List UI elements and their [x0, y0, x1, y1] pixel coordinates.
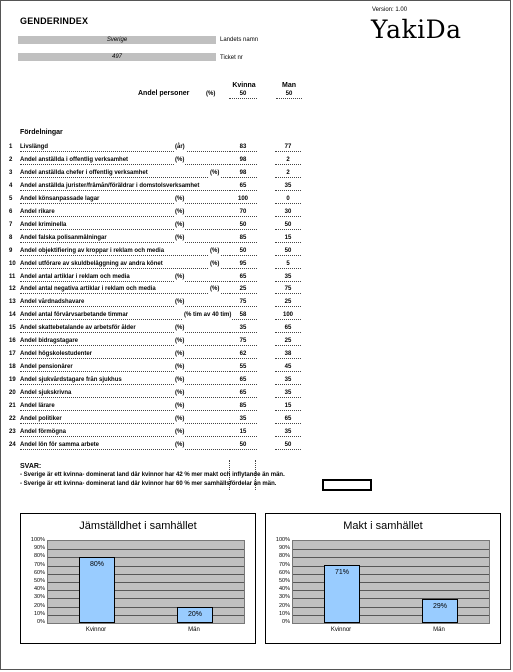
country-field[interactable]: Sverige [18, 36, 216, 44]
row-label: Andel sjukskrivna [20, 389, 228, 398]
gridline [48, 582, 244, 583]
row-women-value[interactable]: 35 [229, 324, 257, 333]
table-row [9, 441, 309, 450]
row-unit: (%) [175, 377, 185, 384]
table-row [9, 208, 309, 217]
row-women-value[interactable]: 83 [229, 143, 257, 152]
table-row [9, 324, 309, 333]
row-label: Andel lärare [20, 402, 228, 411]
share-persons-men[interactable]: 50 [276, 90, 302, 99]
row-unit: (%) [210, 247, 220, 254]
row-women-value[interactable]: 100 [229, 195, 257, 204]
gridline [293, 607, 489, 608]
table-row [9, 285, 309, 294]
row-men-value[interactable]: 50 [275, 441, 301, 450]
y-tick-label: 100% [275, 537, 290, 543]
row-label: Andel förmögna [20, 428, 228, 437]
gridline [293, 549, 489, 550]
row-label: Andel politiker [20, 415, 228, 424]
row-women-value[interactable]: 65 [229, 273, 257, 282]
table-row [9, 143, 309, 152]
row-men-value[interactable]: 75 [275, 285, 301, 294]
row-unit: (%) [175, 325, 185, 332]
row-label: Livslängd [20, 143, 228, 152]
table-row [9, 376, 309, 385]
row-label: Andel anställda i offentlig verksamhet [20, 156, 228, 165]
gridline [293, 557, 489, 558]
y-tick-label: 60% [33, 569, 45, 576]
gridline [293, 590, 489, 591]
row-women-value[interactable]: 58 [229, 311, 257, 320]
y-tick-label: 100% [30, 537, 45, 543]
country-label: Landets namn [220, 37, 259, 43]
gridline [48, 566, 244, 567]
bar-value-label: 29% [432, 603, 447, 611]
row-label: Andel pensionärer [20, 363, 228, 372]
row-women-value[interactable]: 85 [229, 234, 257, 243]
gridline [293, 582, 489, 583]
gridline [48, 549, 244, 550]
column-men-header: Man [282, 82, 296, 89]
row-number: 5 [9, 195, 13, 202]
row-men-value[interactable]: 0 [275, 195, 301, 204]
row-men-value[interactable]: 15 [275, 234, 301, 243]
y-tick-label: 0% [37, 619, 45, 625]
row-number: 20 [9, 390, 16, 397]
row-number: 12 [9, 286, 16, 293]
row-number: 9 [9, 247, 13, 254]
share-persons-unit: (%) [206, 91, 216, 97]
row-number: 18 [9, 364, 16, 371]
y-tick-label: 30% [278, 594, 290, 601]
row-women-value[interactable]: 65 [229, 182, 257, 191]
row-unit: (år) [175, 144, 185, 150]
x-tick-label: Kvinnor [85, 627, 107, 633]
row-unit: (%) [210, 169, 220, 176]
row-women-value[interactable]: 25 [229, 285, 257, 294]
row-men-value[interactable]: 25 [275, 298, 301, 307]
y-tick-label: 30% [33, 594, 45, 601]
row-number: 21 [9, 403, 16, 409]
bar-value-label: 20% [187, 610, 202, 618]
row-number: 6 [9, 208, 13, 215]
power-chart-title: Makt i samhället [343, 520, 423, 532]
row-label: Andel sjukvårdstagare från sjukhus [20, 376, 228, 385]
y-tick-label: 60% [278, 569, 290, 576]
x-tick-label: Män [188, 627, 200, 633]
row-men-value[interactable]: 5 [275, 260, 301, 269]
row-men-value[interactable]: 35 [275, 428, 301, 437]
table-row [9, 260, 309, 269]
gridline [48, 557, 244, 558]
row-men-value[interactable]: 38 [275, 350, 301, 359]
answer-title: SVAR: [20, 463, 42, 470]
table-row [9, 182, 309, 191]
section-title: Fördelningar [20, 129, 63, 136]
row-women-value[interactable]: 70 [229, 208, 257, 217]
row-women-value[interactable]: 50 [229, 221, 257, 230]
row-unit: (%) [175, 428, 185, 435]
table-row [9, 363, 309, 372]
table-row [9, 195, 309, 204]
logo: YakiDa [371, 15, 462, 44]
row-unit: (%) [175, 364, 185, 371]
row-number: 14 [9, 312, 16, 319]
row-men-value[interactable]: 50 [275, 247, 301, 256]
ticket-field[interactable]: 497 [18, 53, 216, 61]
table-row [9, 298, 309, 307]
version-label: Version: 1.00 [372, 7, 408, 13]
row-men-value[interactable]: 35 [275, 182, 301, 191]
row-label: Andel vårdnadshavare [20, 298, 228, 307]
table-row [9, 311, 309, 320]
ticket-label: Ticket nr [220, 55, 243, 61]
row-men-value[interactable]: 35 [275, 273, 301, 282]
row-men-value[interactable]: 2 [275, 169, 301, 178]
row-label: Andel utförare av skuldbeläggning av andra könet [20, 260, 228, 269]
row-number: 10 [9, 260, 16, 267]
y-tick-label: 70% [278, 561, 290, 568]
row-women-value[interactable]: 75 [229, 337, 257, 346]
table-row [9, 247, 309, 256]
table-row [9, 156, 309, 165]
row-men-value[interactable]: 35 [275, 376, 301, 385]
table-row [9, 273, 309, 282]
row-women-value[interactable]: 55 [229, 363, 257, 372]
row-unit: (% tim av 40 tim) [184, 312, 232, 319]
plot-area [292, 540, 490, 624]
row-number: 13 [9, 299, 16, 306]
gridline [293, 574, 489, 575]
row-men-value[interactable]: 50 [275, 221, 301, 230]
row-women-value[interactable]: 98 [229, 156, 257, 165]
y-tick-label: 40% [278, 586, 290, 593]
x-tick-label: Kvinnor [330, 627, 352, 633]
selected-cell[interactable] [322, 479, 372, 491]
row-unit: (%) [175, 221, 185, 228]
row-label: Andel lön för samma arbete [20, 441, 228, 450]
row-women-value[interactable]: 62 [229, 350, 257, 359]
row-men-value[interactable]: 77 [275, 143, 301, 152]
y-tick-label: 20% [278, 602, 290, 609]
x-tick-label: Män [433, 627, 445, 633]
share-persons-label: Andel personer [138, 90, 190, 97]
y-tick-label: 50% [33, 578, 45, 584]
gridline [48, 607, 244, 608]
row-number: 7 [9, 221, 13, 228]
table-row [9, 234, 309, 243]
y-tick-label: 10% [33, 610, 45, 617]
row-number: 4 [9, 182, 13, 189]
row-unit: (%) [175, 273, 185, 280]
answer-line-benefits: - Sverige är ett kvinna- dominerat land där kvinnor har 60 % mer samhällsfördelar än män. [20, 481, 277, 487]
gridline [48, 598, 244, 599]
row-men-value[interactable]: 25 [275, 337, 301, 346]
row-label: Andel antal förvärvsarbetande timmar [20, 311, 228, 320]
y-tick-label: 70% [33, 561, 45, 568]
gridline [48, 615, 244, 616]
y-tick-label: 90% [278, 545, 290, 552]
row-women-value[interactable]: 75 [229, 298, 257, 307]
bar-value-label: 71% [334, 568, 349, 576]
table-row [9, 169, 309, 178]
row-label: Andel objektifiering av kroppar i reklam och media [20, 247, 228, 256]
row-women-value[interactable]: 98 [229, 169, 257, 178]
row-men-value[interactable]: 35 [275, 389, 301, 398]
row-number: 17 [9, 351, 16, 358]
row-label: Andel bidragstagare [20, 337, 228, 346]
power-chart [265, 513, 501, 644]
row-label: Andel kriminella [20, 221, 228, 230]
row-label: Andel högskolestudenter [20, 350, 228, 359]
plot-area [47, 540, 245, 624]
row-men-value[interactable]: 100 [275, 311, 301, 320]
row-label: Andel anställda jurister/främån/föräldrar i domstolsverksamhet [20, 182, 228, 191]
row-label: Andel rikare [20, 208, 228, 217]
row-men-value[interactable]: 30 [275, 208, 301, 217]
row-unit: (%) [175, 299, 185, 306]
gridline [293, 566, 489, 567]
row-unit: (%) [175, 234, 185, 241]
gridline [293, 598, 489, 599]
row-women-value[interactable]: 50 [229, 441, 257, 450]
y-tick-label: 20% [33, 602, 45, 609]
gridline [48, 574, 244, 575]
row-men-value[interactable]: 45 [275, 363, 301, 372]
row-number: 3 [9, 169, 13, 176]
row-number: 1 [9, 144, 13, 150]
row-number: 15 [9, 325, 16, 332]
column-women-header: Kvinna [232, 82, 256, 89]
row-women-value[interactable]: 95 [229, 260, 257, 269]
row-label: Andel antal negativa artiklar i reklam och media [20, 285, 228, 294]
y-tick-label: 50% [278, 578, 290, 584]
row-unit: (%) [175, 415, 185, 422]
row-women-value[interactable]: 85 [229, 402, 257, 411]
row-label: Andel antal artiklar i reklam och media [20, 273, 228, 282]
share-persons-women[interactable]: 50 [229, 90, 257, 99]
row-number: 16 [9, 338, 16, 345]
row-men-value[interactable]: 65 [275, 324, 301, 333]
bar-value-label: 80% [89, 561, 104, 569]
table-row [9, 389, 309, 398]
y-tick-label: 80% [278, 553, 290, 560]
row-number: 23 [9, 428, 16, 435]
row-label: Andel falska polisanmälningar [20, 234, 228, 243]
table-row [9, 415, 309, 424]
row-number: 24 [9, 441, 16, 448]
gridline [48, 590, 244, 591]
y-tick-label: 90% [33, 545, 45, 552]
row-unit: (%) [210, 286, 220, 293]
row-unit: (%) [175, 208, 185, 215]
y-tick-label: 80% [33, 553, 45, 560]
y-tick-label: 10% [278, 610, 290, 617]
table-row [9, 402, 309, 411]
row-label: Andel skattebetalande av arbetsför ålder [20, 324, 228, 333]
row-number: 22 [9, 415, 16, 422]
row-men-value[interactable]: 15 [275, 402, 301, 411]
row-unit: (%) [175, 195, 185, 202]
row-unit: (%) [175, 156, 185, 163]
row-women-value[interactable]: 15 [229, 428, 257, 437]
table-row [9, 337, 309, 346]
table-row [9, 428, 309, 437]
row-number: 2 [9, 156, 13, 163]
answer-line-power: - Sverige är ett kvinna- dominerat land där kvinnor har 42 % mer makt och inflytande än män. [20, 472, 285, 478]
row-men-value[interactable]: 65 [275, 415, 301, 424]
row-women-value[interactable]: 35 [229, 415, 257, 424]
row-number: 19 [9, 377, 16, 384]
row-unit: (%) [210, 260, 220, 267]
y-tick-label: 40% [33, 586, 45, 593]
row-women-value[interactable]: 65 [229, 389, 257, 398]
row-unit: (%) [175, 441, 185, 448]
equality-chart-title: Jämställdhet i samhället [79, 520, 197, 532]
row-number: 11 [9, 273, 16, 280]
page-title: GENDERINDEX [20, 16, 89, 26]
row-number: 8 [9, 234, 13, 241]
row-label: Andel anställda chefer i offentlig verksamhet [20, 169, 228, 178]
y-tick-label: 0% [282, 619, 290, 625]
gridline [293, 615, 489, 616]
row-unit: (%) [175, 351, 185, 358]
table-row [9, 350, 309, 359]
row-women-value[interactable]: 65 [229, 376, 257, 385]
row-label: Andel könsanpassade lagar [20, 195, 228, 204]
table-row [9, 221, 309, 230]
row-men-value[interactable]: 2 [275, 156, 301, 165]
row-women-value[interactable]: 50 [229, 247, 257, 256]
row-unit: (%) [175, 338, 185, 345]
equality-chart [20, 513, 256, 644]
row-unit: (%) [175, 390, 185, 397]
row-unit: (%) [175, 403, 185, 409]
